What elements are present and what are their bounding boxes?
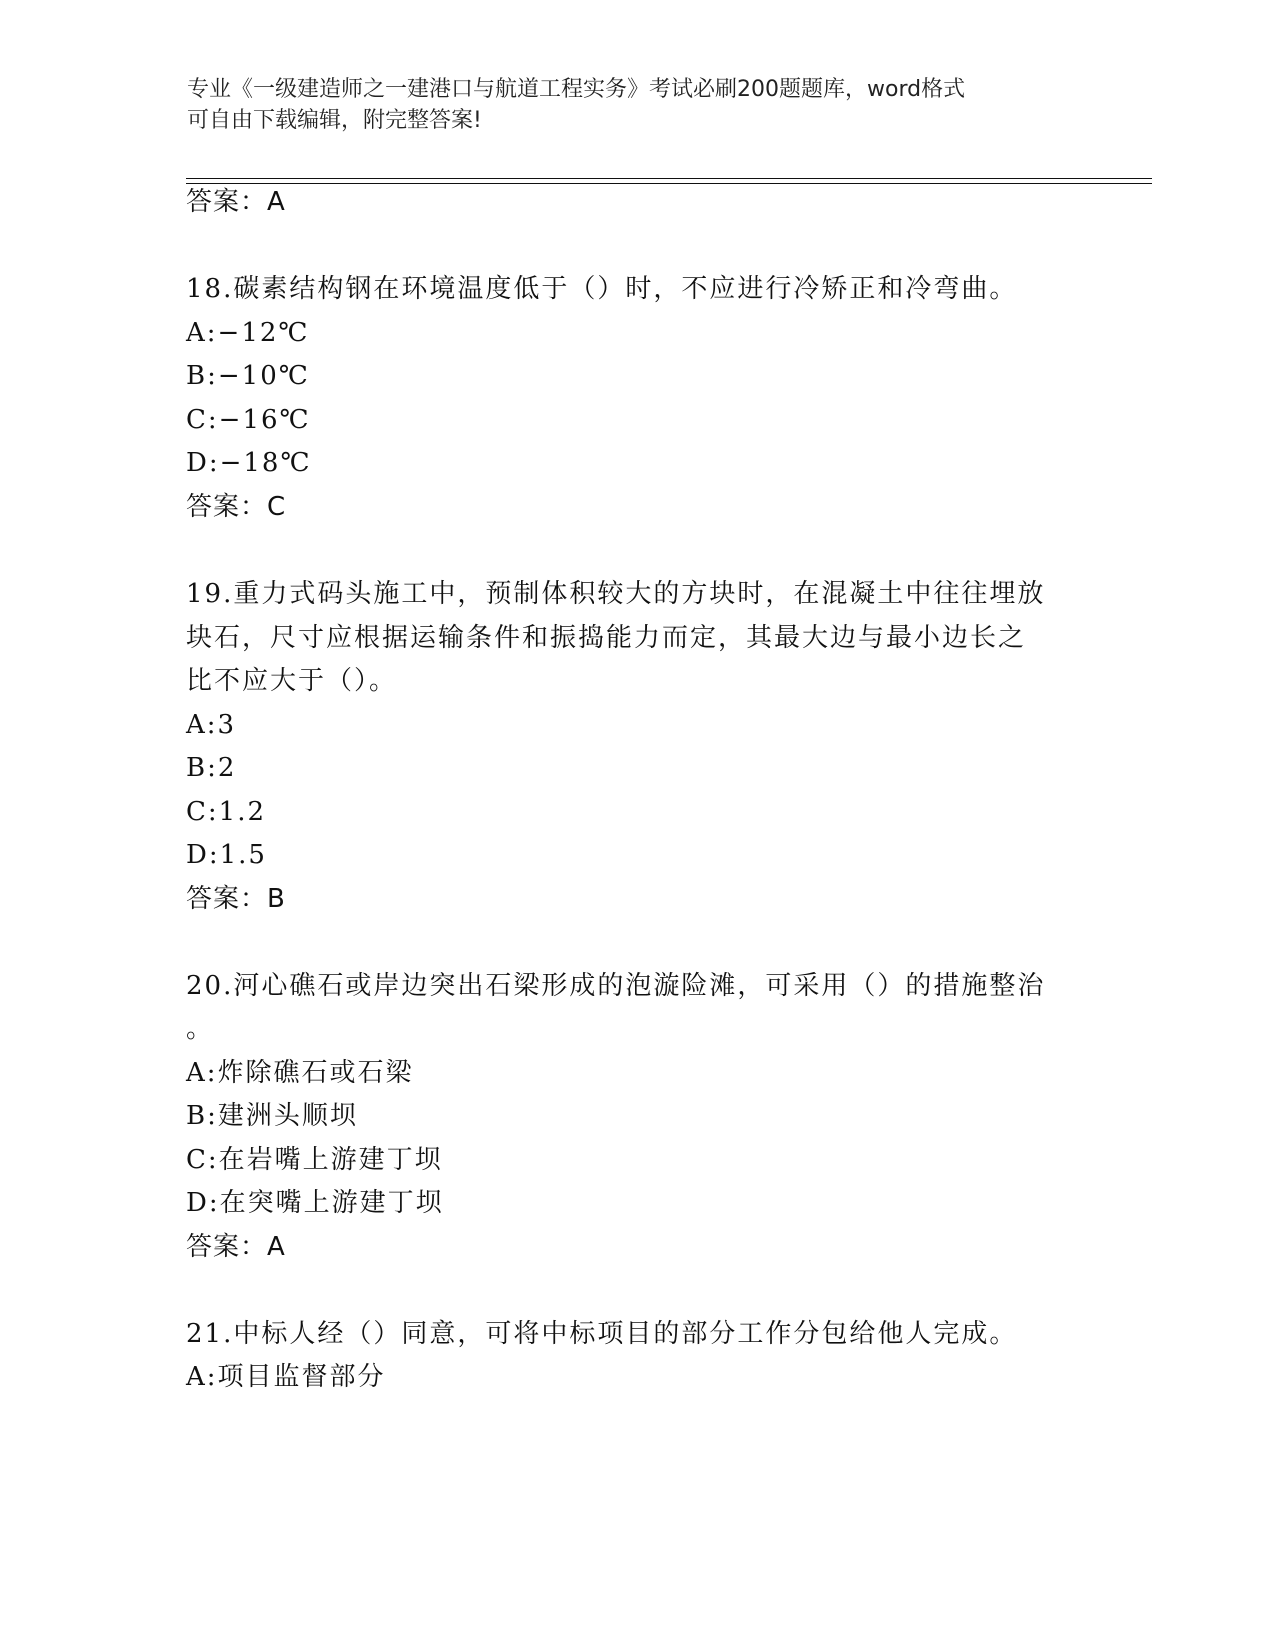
header-rule-top bbox=[186, 178, 1152, 179]
answer-line: 答案：A bbox=[186, 1232, 286, 1262]
question-text: 20.河心礁石或岸边突出石梁形成的泡漩险滩，可采用（）的措施整治 bbox=[186, 971, 1046, 1001]
answer-line: 答案：B bbox=[186, 884, 286, 914]
option-a: A:炸除礁石或石梁 bbox=[186, 1058, 414, 1088]
question-text: 18.碳素结构钢在环境温度低于（）时，不应进行冷矫正和冷弯曲。 bbox=[186, 274, 1018, 304]
option-c: C:1.2 bbox=[186, 797, 267, 827]
option-b: B:建洲头顺坝 bbox=[186, 1101, 358, 1131]
question-text: 21.中标人经（）同意，可将中标项目的部分工作分包给他人完成。 bbox=[186, 1319, 1018, 1349]
header-rule-bottom bbox=[186, 183, 1152, 184]
option-b: B:2 bbox=[186, 753, 237, 783]
option-d: D:−18℃ bbox=[186, 448, 312, 478]
option-b: B:−10℃ bbox=[186, 361, 310, 391]
option-a: A:项目监督部分 bbox=[186, 1362, 386, 1392]
document-header: 专业《一级建造师之一建港口与航道工程实务》考试必刷200题题库，word格式 可自由下载编辑，附完整答案! bbox=[187, 77, 966, 133]
answer-line: 答案：C bbox=[186, 492, 287, 522]
option-c: C:−16℃ bbox=[186, 405, 311, 435]
question-text: 19.重力式码头施工中，预制体积较大的方块时，在混凝土中往往埋放 bbox=[186, 579, 1046, 609]
question-text: 块石，尺寸应根据运输条件和振捣能力而定，其最大边与最小边长之 bbox=[186, 623, 1027, 653]
option-c: C:在岩嘴上游建丁坝 bbox=[186, 1145, 443, 1175]
question-text: 。 bbox=[186, 1014, 215, 1044]
option-a: A:−12℃ bbox=[186, 318, 310, 348]
option-d: D:在突嘴上游建丁坝 bbox=[186, 1188, 444, 1218]
option-d: D:1.5 bbox=[186, 840, 267, 870]
answer-line: 答案：A bbox=[186, 187, 286, 217]
option-a: A:3 bbox=[186, 710, 237, 740]
question-text: 比不应大于（）。 bbox=[186, 666, 398, 696]
